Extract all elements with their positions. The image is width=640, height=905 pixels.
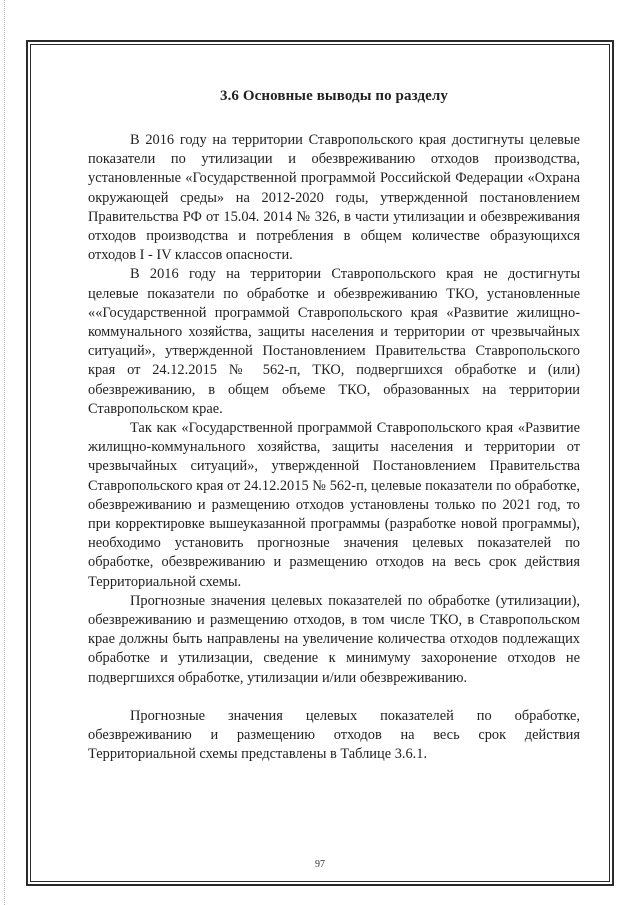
page-number: 97 xyxy=(315,859,325,870)
paragraph-1: В 2016 году на территории Ставропольского края достигнуты целевые показатели по утилизации и обезвреживанию отходов производства, установленные «Государственной программой Российской Федерации «Охрана окружающей среды» на 2012-2020 годы, утвержденной постановлением Правительства РФ от 15.04. 2014 № 326, в части утилизации и обезвреживания отходов производства и потребления в общем количестве образующихся отходов I - IV классов опасности. xyxy=(88,132,580,264)
document-body xyxy=(88,88,580,765)
section-heading: 3.6 Основные выводы по разделу xyxy=(219,88,449,104)
paragraph-4: Прогнозные значения целевых показателей по обработке (утилизации), обезвреживанию и размещению отходов, в том числе ТКО, в Ставропольском крае должны быть направлены на увеличение количества отходов подлежащих обработке и утилизации, сведение к минимуму захоронение отходов не подвергшихся обработке, утилизации и/или обезвреживанию. xyxy=(88,592,580,686)
paragraph-3: Так как «Государственной программой Ставропольского края «Развитие жилищно-коммунального хозяйства, защиты населения и территории от чрезвычайных ситуаций», утвержденной Постановлением Правительства Ставропольского края от 24.12.2015 № 562-п, целевые показатели по обработке, обезвреживанию и размещению отходов установлены только по 2021 год, то при корректировке вышеуказанной программы (разработке новой программы), необходимо установить прогнозные значения целевых показателей по обработке, обезвреживанию и размещению отходов на весь срок действия Территориальной схемы. xyxy=(88,420,580,590)
paragraph-5: Прогнозные значения целевых показателей по обработке, обезвреживанию и размещению отходов на весь срок действия Территориальной схемы представлены в Таблице 3.6.1. xyxy=(88,707,580,763)
paragraph-2: В 2016 году на территории Ставропольского края не достигнуты целевые показатели по обработке и обезвреживанию ТКО, установленные ««Государственной программой Ставропольского края «Развитие жилищно-коммунального хозяйства, защиты населения и территории от чрезвычайных ситуаций», утвержденной Постановлением Правительства Ставропольского края от 24.12.2015 № 562-п, ТКО, подвергшихся обработке и (или) обезвреживанию, в общем объеме ТКО, образованных на территории Ставропольском крае. xyxy=(88,266,580,417)
scan-edge xyxy=(4,0,6,905)
